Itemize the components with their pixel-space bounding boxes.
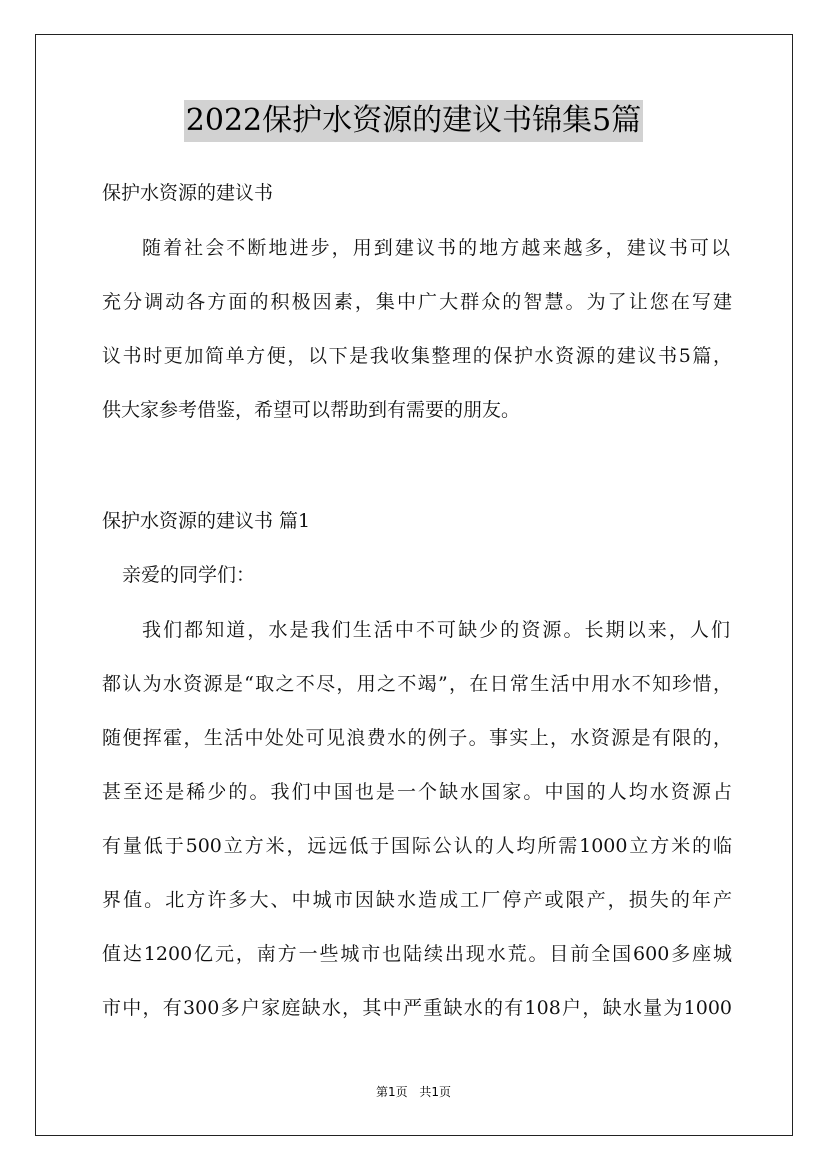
page-footer bbox=[0, 1083, 827, 1100]
body-line-1: 我们都知道，水是我们生活中不可缺少的资源。长期以来，人们 bbox=[142, 619, 730, 641]
intro-heading: 保护水资源的建议书 bbox=[102, 182, 274, 204]
page-total: 共1页 bbox=[419, 1085, 452, 1099]
intro-line-3: 议书时更加简单方便，以下是我收集整理的保护水资源的建议书5篇， bbox=[102, 345, 732, 367]
body-line-7: 值达1200亿元，南方一些城市也陆续出现水荒。目前全国600多座城 bbox=[102, 943, 732, 965]
page-number: 第1页 bbox=[375, 1085, 408, 1099]
intro-line-4: 供大家参考借鉴，希望可以帮助到有需要的朋友。 bbox=[102, 399, 521, 421]
salutation: 亲爱的同学们： bbox=[122, 564, 256, 586]
title-container bbox=[0, 100, 827, 142]
body-line-4: 甚至还是稀少的。我们中国也是一个缺水国家。中国的人均水资源占 bbox=[102, 781, 732, 803]
body-line-3: 随便挥霍，生活中处处可见浪费水的例子。事实上，水资源是有限的， bbox=[102, 727, 732, 749]
intro-line-2: 充分调动各方面的积极因素，集中广大群众的智慧。为了让您在写建 bbox=[102, 291, 732, 313]
document-title: 2022保护水资源的建议书锦集5篇 bbox=[184, 100, 643, 142]
intro-line-1: 随着社会不断地进步，用到建议书的地方越来越多，建议书可以 bbox=[142, 237, 730, 259]
body-line-2: 都认为水资源是“取之不尽，用之不竭”，在日常生活中用水不知珍惜， bbox=[102, 673, 732, 695]
body-line-6: 界值。北方许多大、中城市因缺水造成工厂停产或限产，损失的年产 bbox=[102, 889, 732, 911]
section-heading: 保护水资源的建议书 篇1 bbox=[102, 510, 311, 532]
body-line-8: 市中，有300多户家庭缺水，其中严重缺水的有108户，缺水量为1000 bbox=[102, 997, 732, 1019]
body-line-5: 有量低于500立方米，远远低于国际公认的人均所需1000立方米的临 bbox=[102, 835, 732, 857]
